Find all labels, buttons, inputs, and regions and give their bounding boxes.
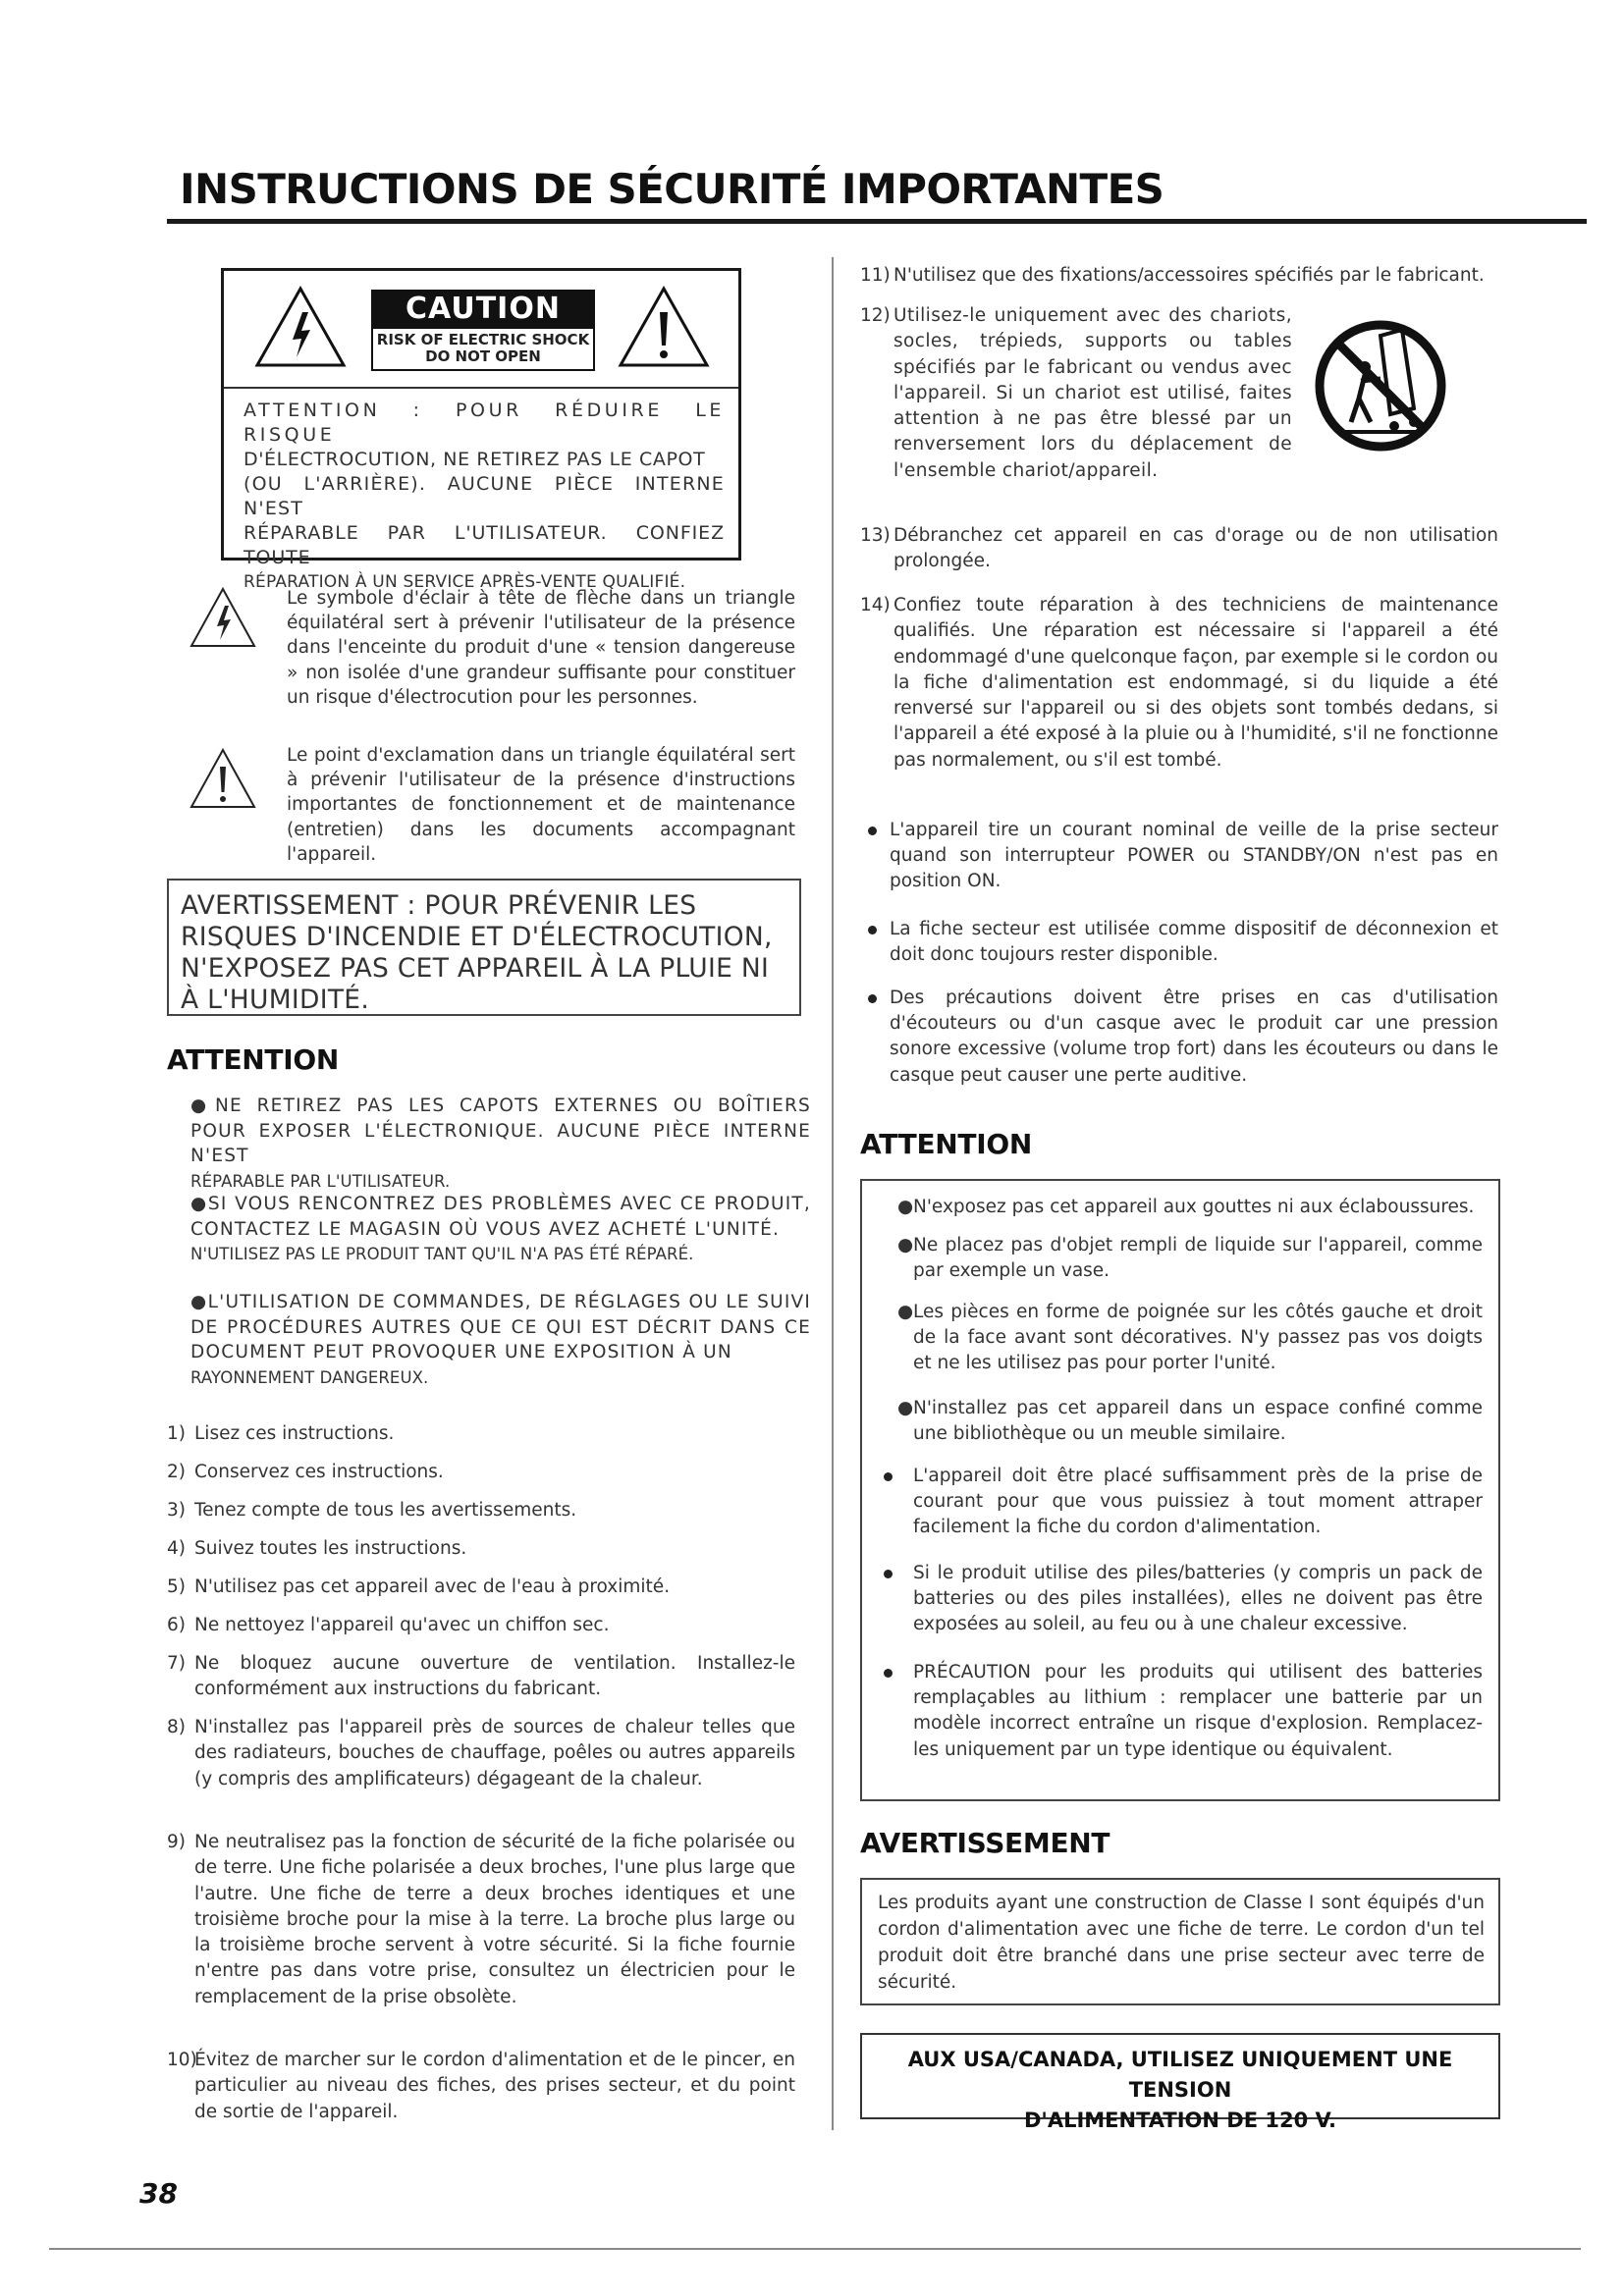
attention-right-item-text: Ne placez pas d'objet rempli de liquide sur l'appareil, comme par exemple un vase. — [913, 1235, 1483, 1282]
attention-right-item-text: Les pièces en forme de poignée sur les côtés gauche et droit de la face avant sont décoratives. N'y passez pas vos doigts et ne les utilisez pas pour porter l'unité. — [913, 1302, 1483, 1374]
attention-right-item-text: PRÉCAUTION pour les produits qui utilisent des batteries remplaçables au lithium : remplacer une batterie par un modèle incorrect entraîne un risque d'explosion. Remplacez-les uniquement par un type identique ou équivalent. — [913, 1662, 1483, 1760]
usa-notice-line-1: AUX USA/CANADA, UTILISEZ UNIQUEMENT UNE TENSION — [907, 2048, 1453, 2102]
caution-sub-line-1: RISK OF ELECTRIC SHOCK — [376, 331, 590, 348]
item-text: Utilisez-le uniquement avec des chariots, socles, trépieds, supports ou tables spécifiés par le fabricant ou vendus avec l'appareil. Si un chariot est utilisé, faites attention à ne pas être blessé par un renversement lors du déplacement de l'ensemble chariot/appareil. — [893, 305, 1292, 481]
item-number: 8) — [167, 1717, 186, 1737]
item-number: 12) — [860, 305, 891, 326]
bullet-text: L'appareil tire un courant nominal de veille de la prise secteur quand son interrupteur POWER ou STANDBY/ON n'est pas en position ON. — [890, 820, 1498, 892]
bullet-item — [868, 986, 1498, 1089]
lightning-symbol-text: Le symbole d'éclair à tête de flèche dans un triangle équilatéral sert à prévenir l'utilisateur de la présence dans l'enceinte du produit d'une « tension dangereuse » non isolée d'une grandeur suffisante pour constituer un risque d'électrocution pour les personnes. — [287, 588, 795, 708]
numbered-item — [167, 1575, 795, 1600]
attention-left-item-tail: RÉPARABLE PAR L'UTILISATEUR. — [190, 1171, 451, 1191]
attention-heading-left: ATTENTION — [167, 1043, 339, 1076]
item-number: 9) — [167, 1832, 186, 1852]
title-rule — [167, 219, 1587, 224]
attention-right-item-text: N'installez pas cet appareil dans un espace confiné comme une bibliothèque ou un meuble similaire. — [913, 1398, 1483, 1445]
attention-right-item — [897, 1300, 1483, 1377]
usa-canada-voltage-notice — [860, 2033, 1500, 2132]
item-text: Lisez ces instructions. — [194, 1423, 395, 1444]
attention-right-item — [897, 1195, 1483, 1220]
fire-shock-warning-box: AVERTISSEMENT : POUR PRÉVENIR LES RISQUES D'INCENDIE ET D'ÉLECTROCUTION, N'EXPOSEZ PAS CET APPAREIL À LA PLUIE NI À L'HUMIDITÉ. — [167, 879, 801, 1016]
attention-left-item — [190, 1290, 811, 1390]
avertissement-box: Les produits ayant une construction de Classe Ⅰ sont équipés d'un cordon d'alimentation avec une fiche de terre. Le cordon d'un tel produit doit être branché dans une prise secteur avec terre de sécurité. — [860, 1878, 1500, 2005]
exclamation-symbol-text: Le point d'exclamation dans un triangle équilatéral sert à prévenir l'utilisateur de la présence d'instructions importantes de fonctionnement et de maintenance (entretien) dans les documents accompagnant l'appareil. — [287, 745, 795, 865]
caution-line: (OU L'ARRIÈRE). AUCUNE PIÈCE INTERNE N'EST — [244, 473, 725, 519]
caution-box — [221, 268, 741, 592]
item-number: 7) — [167, 1653, 186, 1674]
lightning-warning-icon — [253, 285, 348, 369]
attention-right-item — [884, 1660, 1483, 1763]
caution-line: RÉPARATION À UN SERVICE APRÈS-VENTE QUALIFIÉ. — [244, 572, 686, 592]
bullet-icon: ● — [897, 1235, 914, 1255]
attention-right-item-text: N'exposez pas cet appareil aux gouttes ni aux éclaboussures. — [913, 1197, 1475, 1217]
exclamation-warning-icon — [617, 285, 711, 369]
avertissement-heading: AVERTISSEMENT — [860, 1827, 1110, 1859]
lightning-triangle-icon — [189, 586, 257, 649]
caution-line: RÉPARABLE PAR L'UTILISATEUR. CONFIEZ TOUTE — [244, 522, 725, 568]
item-number: 4) — [167, 1538, 186, 1559]
attention-left-item — [190, 1192, 811, 1267]
attention-right-item — [897, 1396, 1483, 1447]
lightning-symbol-explanation — [167, 586, 795, 743]
item-number: 1) — [167, 1423, 186, 1444]
caution-subtitle — [371, 329, 595, 371]
caution-divider — [224, 387, 738, 389]
bullet-icon — [884, 1472, 893, 1481]
caution-line: D'ÉLECTROCUTION, NE RETIREZ PAS LE CAPOT — [244, 449, 706, 470]
attention-heading-right: ATTENTION — [860, 1128, 1032, 1160]
numbered-item — [167, 1498, 795, 1523]
exclamation-triangle-icon — [189, 747, 257, 810]
item-text: Évitez de marcher sur le cordon d'alimentation et de le pincer, en particulier au niveau des fiches, des prises secteur, et du point de sortie de l'appareil. — [194, 2050, 795, 2122]
footer-rule — [49, 2248, 1581, 2250]
attention-left-item-text: L'UTILISATION DE COMMANDES, DE RÉGLAGES OU LE SUIVI DE PROCÉDURES AUTRES QUE CE QUI EST DÉCRIT DANS CE DOCUMENT PEUT PROVOQUER UNE EXPOSITION À UN — [190, 1292, 812, 1362]
item-number: 10) — [167, 2050, 197, 2070]
attention-right-box — [860, 1179, 1500, 1801]
bullet-icon: ● — [190, 1095, 215, 1116]
numbered-item — [167, 1830, 795, 2010]
exclamation-symbol-explanation — [167, 743, 795, 871]
item-number: 14) — [860, 595, 891, 615]
no-cart-tipping-icon — [1312, 285, 1449, 487]
numbered-item — [167, 1651, 795, 1703]
item-text: Confiez toute réparation à des techniciens de maintenance qualifiés. Une réparation est nécessaire si l'appareil a été endommagé d'une quelconque façon, par exemple si le cordon ou la fiche d'alimentation est endommagé, si du liquide a été renversé sur l'appareil ou si des objets sont tombés dedans, si l'appareil a été exposé à la pluie ou à l'humidité, s'il ne fonctionne pas normalement, ou s'il est tombé. — [893, 595, 1498, 771]
caution-sub-line-2: DO NOT OPEN — [425, 347, 541, 365]
bullet-icon: ● — [897, 1197, 914, 1217]
caution-word: CAUTION — [371, 290, 595, 329]
attention-right-item-text: Si le produit utilise des piles/batteries (y compris un pack de batteries ou des piles installées), elles ne doivent pas être exposées au soleil, au feu ou à une chaleur excessive. — [913, 1563, 1483, 1635]
page-number: 38 — [139, 2177, 178, 2210]
item-text: Conservez ces instructions. — [194, 1462, 444, 1482]
caution-line: ATTENTION : POUR RÉDUIRE LE RISQUE — [244, 400, 725, 446]
bullet-text: La fiche secteur est utilisée comme dispositif de déconnexion et doit donc toujours rester disponible. — [890, 919, 1498, 966]
item-text: N'utilisez pas cet appareil avec de l'eau à proximité. — [194, 1576, 671, 1597]
item-text: Tenez compte de tous les avertissements. — [194, 1500, 577, 1521]
item-number: 13) — [860, 525, 891, 546]
bullet-icon: ● — [190, 1292, 208, 1312]
bullet-icon — [884, 1669, 893, 1678]
usa-notice-line-2: D'ALIMENTATION DE 120 V. — [1023, 2109, 1337, 2132]
bullet-item — [868, 818, 1498, 895]
attention-right-item — [884, 1464, 1483, 1541]
item-text: Ne bloquez aucune ouverture de ventilation. Installez-le conformément aux instructions du fabricant. — [194, 1653, 795, 1700]
numbered-item — [167, 1421, 795, 1447]
item-number: 6) — [167, 1615, 186, 1635]
attention-left-item — [190, 1094, 811, 1194]
numbered-item — [167, 2048, 795, 2125]
item-number: 11) — [860, 265, 891, 286]
bullet-icon — [868, 926, 877, 934]
bullet-icon — [868, 827, 877, 835]
item-number: 2) — [167, 1462, 186, 1482]
attention-right-item — [897, 1233, 1483, 1284]
column-divider — [832, 257, 834, 2130]
caution-text — [244, 399, 725, 595]
numbered-item — [167, 1536, 795, 1562]
numbered-item — [860, 303, 1292, 484]
bullet-text: Des précautions doivent être prises en cas d'utilisation d'écouteurs ou d'un casque avec le produit car une pression sonore excessive (volume trop fort) dans les écouteurs ou dans le casque peut causer une perte auditive. — [890, 988, 1498, 1086]
item-text: Ne nettoyez l'appareil qu'avec un chiffon sec. — [194, 1615, 610, 1635]
item-number: 5) — [167, 1576, 186, 1597]
page-title: INSTRUCTIONS DE SÉCURITÉ IMPORTANTES — [180, 165, 1164, 213]
item-text: Ne neutralisez pas la fonction de sécurité de la fiche polarisée ou de terre. Une fiche polarisée a deux broches, l'une plus large que l'autre. Une fiche de terre a deux broches identiques et une troisième broche pour la mise à la terre. La broche plus large ou la troisième broche servent à votre sécurité. Si la fiche fournie n'entre pas dans votre prise, consultez un électricien pour le remplacement de la prise obsolète. — [194, 1832, 795, 2007]
caution-label — [371, 290, 595, 371]
attention-left-item-tail: RAYONNEMENT DANGEREUX. — [190, 1367, 429, 1387]
bullet-icon — [868, 994, 877, 1003]
bullet-icon: ● — [190, 1194, 208, 1214]
numbered-item — [167, 1613, 795, 1638]
attention-left-item-text: SI VOUS RENCONTREZ DES PROBLÈMES AVEC CE PRODUIT, CONTACTEZ LE MAGASIN OÙ VOUS AVEZ ACHETÉ L'UNITÉ. — [190, 1194, 811, 1240]
numbered-item — [860, 523, 1498, 575]
item-text: N'utilisez que des fixations/accessoires spécifiés par le fabricant. — [893, 265, 1485, 286]
item-text: Suivez toutes les instructions. — [194, 1538, 467, 1559]
attention-left-item-tail: N'UTILISEZ PAS LE PRODUIT TANT QU'IL N'A PAS ÉTÉ RÉPARÉ. — [190, 1245, 694, 1263]
bullet-icon: ● — [897, 1398, 914, 1418]
attention-right-item-text: L'appareil doit être placé suffisamment près de la prise de courant pour que vous puissiez à tout moment attraper facilement la fiche du cordon d'alimentation. — [913, 1466, 1483, 1538]
numbered-item — [860, 593, 1498, 774]
numbered-item — [167, 1715, 795, 1792]
bullet-icon: ● — [897, 1302, 914, 1322]
item-text: N'installez pas l'appareil près de sources de chaleur telles que des radiateurs, bouches de chauffage, poêles ou autres appareils (y compris des amplificateurs) dégageant de la chaleur. — [194, 1717, 795, 1789]
numbered-item — [167, 1460, 795, 1485]
attention-left-item-text: NE RETIREZ PAS LES CAPOTS EXTERNES OU BOÎTIERS POUR EXPOSER L'ÉLECTRONIQUE. AUCUNE PIÈCE INTERNE N'EST — [190, 1095, 811, 1166]
bullet-icon — [884, 1570, 893, 1578]
item-number: 3) — [167, 1500, 186, 1521]
item-text: Débranchez cet appareil en cas d'orage ou de non utilisation prolongée. — [893, 525, 1498, 572]
bullet-item — [868, 917, 1498, 968]
attention-right-item — [884, 1561, 1483, 1638]
